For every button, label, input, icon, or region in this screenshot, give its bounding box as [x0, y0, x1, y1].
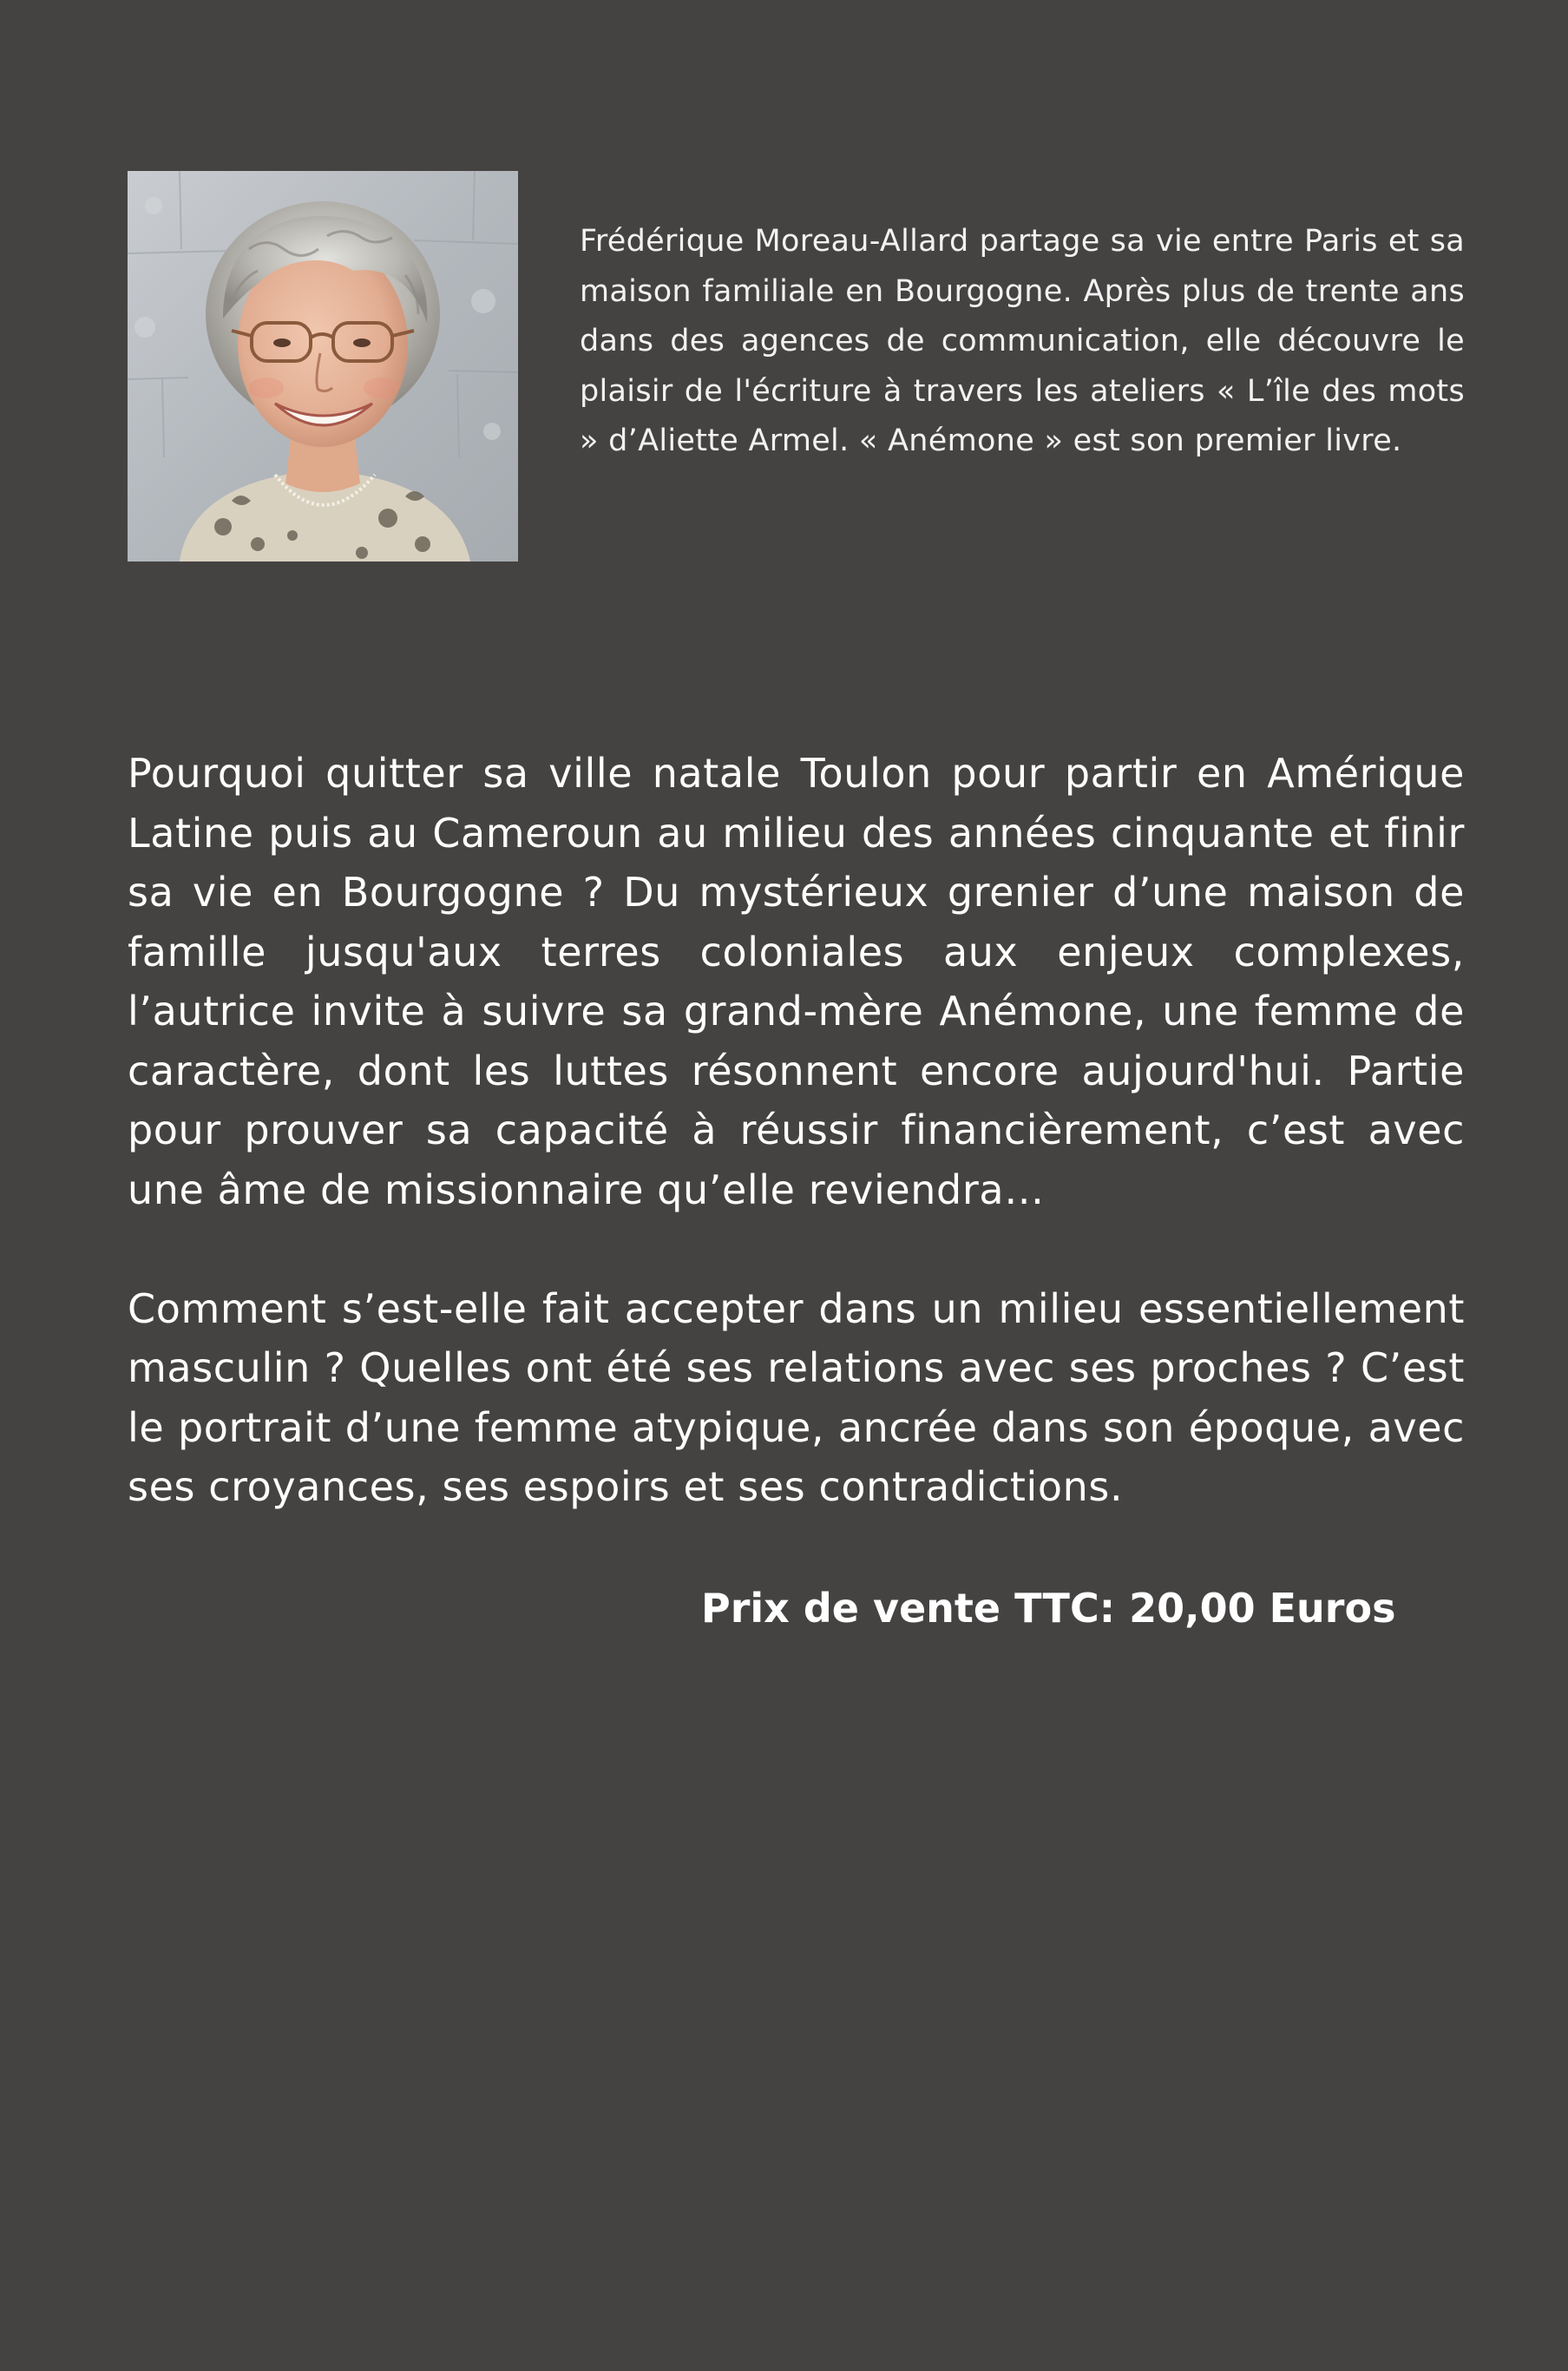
author-portrait-image	[128, 171, 518, 562]
synopsis-paragraph: Comment s’est-elle fait accepter dans un milieu essentiellement masculin ? Quelles ont été ses relations avec ses proches ? C’est le portrait d’une femme atypique, ancrée dans son époque, avec ses croyances, ses espoirs et ses contradictions.	[128, 1284, 1465, 1510]
price-label: Prix de vente TTC: 20,00 Euros	[701, 1585, 1396, 1632]
synopsis-paragraph: Pourquoi quitter sa ville natale Toulon pour partir en Amérique Latine puis au Cameroun au milieu des années cinquante et finir sa vie en Bourgogne ? Du mystérieux grenier d’une maison de famille jusqu'aux terres coloniales aux enjeux complexes, l’autrice invite à suivre sa grand-mère Anémone, une femme de caractère, dont les luttes résonnent encore aujourd'hui. Partie pour prouver sa capacité à réussir financièrement, c’est avec une âme de missionnaire qu’elle reviendra…	[128, 750, 1465, 1213]
author-photo	[128, 171, 518, 562]
synopsis	[128, 744, 1465, 1517]
author-bio: Frédérique Moreau-Allard partage sa vie entre Paris et sa maison familiale en Bourgogne. Après plus de trente ans dans des agences de communication, elle découvre le plaisir de l'écriture à travers les ateliers « L’île des mots » d’Aliette Armel. « Anémone » est son premier livre.	[580, 224, 1465, 458]
